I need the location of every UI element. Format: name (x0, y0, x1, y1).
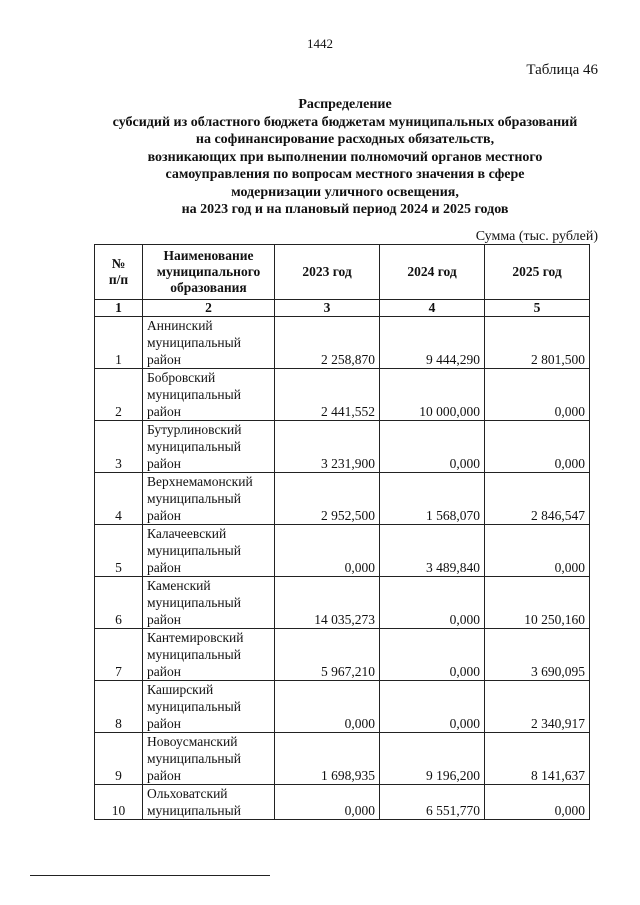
table-row (95, 785, 590, 820)
subsidy-table (94, 244, 590, 820)
header-2024: 2024 год (380, 245, 485, 300)
column-number: 2 (143, 300, 275, 317)
municipality-name-line: муниципальный (147, 335, 241, 350)
municipality-name-line: муниципальный (147, 647, 241, 662)
value-2023: 2 441,552 (275, 369, 380, 421)
header-row (95, 245, 590, 300)
table-row (95, 421, 590, 473)
column-number-row (95, 300, 590, 317)
value-2025: 0,000 (485, 421, 590, 473)
municipality-name (143, 317, 275, 369)
row-number: 3 (95, 421, 143, 473)
value-2025: 3 690,095 (485, 629, 590, 681)
municipality-name (143, 369, 275, 421)
value-2025: 2 340,917 (485, 681, 590, 733)
title-line: самоуправления по вопросам местного значения в сфере (165, 167, 525, 182)
municipality-name-line: Верхнемамонский (147, 474, 253, 489)
row-number: 7 (95, 629, 143, 681)
municipality-name (143, 629, 275, 681)
value-2023: 0,000 (275, 785, 380, 820)
value-2023: 0,000 (275, 681, 380, 733)
municipality-name (143, 421, 275, 473)
municipality-name-line: муниципальный (147, 439, 241, 454)
value-2023: 3 231,900 (275, 421, 380, 473)
value-2025: 0,000 (485, 525, 590, 577)
municipality-name-line: муниципальный (147, 803, 241, 818)
municipality-name-line: Калачеевский (147, 526, 227, 541)
table-label: Таблица 46 (526, 62, 598, 78)
table-row (95, 629, 590, 681)
municipality-name (143, 473, 275, 525)
municipality-name (143, 577, 275, 629)
value-2024: 0,000 (380, 629, 485, 681)
municipality-name-line: район (147, 768, 181, 783)
table-row (95, 369, 590, 421)
municipality-name-line: район (147, 664, 181, 679)
column-number: 5 (485, 300, 590, 317)
municipality-name (143, 525, 275, 577)
municipality-name-line: Каширский (147, 682, 214, 697)
table-row (95, 681, 590, 733)
value-2025: 10 250,160 (485, 577, 590, 629)
value-2023: 14 035,273 (275, 577, 380, 629)
units-note: Сумма (тыс. рублей) (475, 229, 598, 244)
row-number: 1 (95, 317, 143, 369)
value-2025: 0,000 (485, 369, 590, 421)
value-2024: 10 000,000 (380, 369, 485, 421)
value-2024: 0,000 (380, 577, 485, 629)
table-row (95, 577, 590, 629)
municipality-name-line: Кантемировский (147, 630, 244, 645)
municipality-name-line: район (147, 612, 181, 627)
municipality-name-line: район (147, 560, 181, 575)
title-line: на софинансирование расходных обязательств, (195, 132, 495, 147)
page-number: 1442 (307, 36, 333, 51)
value-2024: 9 196,200 (380, 733, 485, 785)
title-line: Распределение (298, 97, 392, 112)
title-line: субсидий из областного бюджета бюджетам муниципальных образований (112, 114, 578, 130)
value-2024: 3 489,840 (380, 525, 485, 577)
municipality-name-line: муниципальный (147, 595, 241, 610)
municipality-name-line: Бутурлиновский (147, 422, 242, 437)
municipality-name-line: район (147, 456, 181, 471)
table-row (95, 317, 590, 369)
value-2025: 2 846,547 (485, 473, 590, 525)
row-number: 4 (95, 473, 143, 525)
municipality-name-line: Ольховатский (147, 786, 228, 801)
table-row (95, 733, 590, 785)
table-row (95, 473, 590, 525)
municipality-name-line: муниципальный (147, 491, 241, 506)
row-number: 8 (95, 681, 143, 733)
table-row (95, 525, 590, 577)
municipality-name-line: Каменский (147, 578, 211, 593)
row-number: 2 (95, 369, 143, 421)
value-2024: 6 551,770 (380, 785, 485, 820)
value-2023: 5 967,210 (275, 629, 380, 681)
municipality-name (143, 785, 275, 820)
title-line: на 2023 год и на плановый период 2024 и 2025 годов (181, 202, 509, 217)
value-2024: 0,000 (380, 421, 485, 473)
municipality-name-line: Аннинский (147, 318, 213, 333)
value-2025: 8 141,637 (485, 733, 590, 785)
value-2025: 0,000 (485, 785, 590, 820)
value-2023: 1 698,935 (275, 733, 380, 785)
header-name: Наименование муниципального образования (143, 245, 275, 300)
value-2024: 1 568,070 (380, 473, 485, 525)
document-title (80, 96, 610, 219)
value-2023: 0,000 (275, 525, 380, 577)
title-line: модернизации уличного освещения, (231, 184, 459, 200)
header-2025: 2025 год (485, 245, 590, 300)
municipality-name (143, 733, 275, 785)
municipality-name-line: муниципальный (147, 699, 241, 714)
value-2023: 2 952,500 (275, 473, 380, 525)
column-number: 3 (275, 300, 380, 317)
header-2023: 2023 год (275, 245, 380, 300)
municipality-name-line: район (147, 352, 181, 367)
municipality-name-line: район (147, 404, 181, 419)
municipality-name-line: Бобровский (147, 370, 216, 385)
footnote-divider (30, 875, 270, 876)
value-2025: 2 801,500 (485, 317, 590, 369)
title-line: возникающих при выполнении полномочий органов местного (147, 149, 543, 165)
header-num: № п/п (95, 245, 143, 300)
value-2024: 0,000 (380, 681, 485, 733)
municipality-name (143, 681, 275, 733)
value-2024: 9 444,290 (380, 317, 485, 369)
row-number: 10 (95, 785, 143, 820)
municipality-name-line: Новоусманский (147, 734, 238, 749)
column-number: 4 (380, 300, 485, 317)
value-2023: 2 258,870 (275, 317, 380, 369)
municipality-name-line: муниципальный (147, 387, 241, 402)
municipality-name-line: район (147, 716, 181, 731)
row-number: 5 (95, 525, 143, 577)
column-number: 1 (95, 300, 143, 317)
municipality-name-line: муниципальный (147, 751, 241, 766)
municipality-name-line: муниципальный (147, 543, 241, 558)
municipality-name-line: район (147, 508, 181, 523)
row-number: 9 (95, 733, 143, 785)
row-number: 6 (95, 577, 143, 629)
